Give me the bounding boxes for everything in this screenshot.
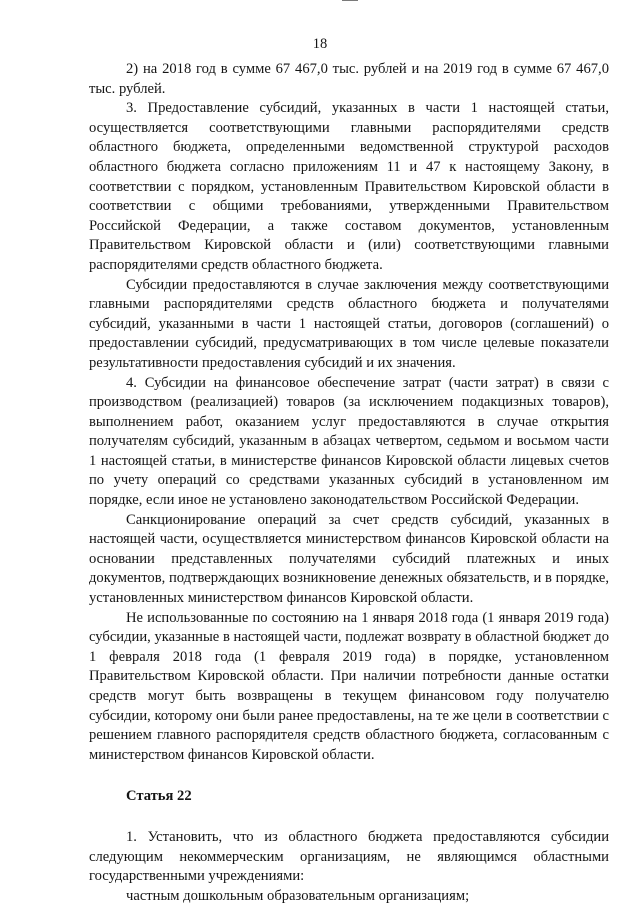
- paragraph-article-22-part-1: 1. Установить, что из областного бюджета предоставляются субсидии следующим некоммерческим организациям, не являющимся областными государственными учреждениями:: [89, 828, 609, 885]
- paragraph-amount-2018-2019: 2) на 2018 год в сумме 67 467,0 тыс. рублей и на 2019 год в сумме 67 467,0 тыс. рублей.: [89, 61, 609, 97]
- paragraph-private-preschool: частным дошкольным образовательным организациям;: [126, 887, 470, 904]
- paragraph-part-3: 3. Предоставление субсидий, указанных в части 1 настоящей статьи, осуществляется соответствующими главными распорядителями средств областного бюджета, определенными ведомственной структурой расходов областного бюджета согласно приложениям 11 и 47 к настоящему Закону, в соответствии с порядком, установленным Правительством Кировской области в соответствии с общими требованиями, утвержденными Правительством Российской Федерации, а также составом документов, установленным Правительством Кировской области и (или) соответствующими главными распорядителями средств областного бюджета.: [89, 100, 609, 273]
- paragraph-sanctioning: Санкционирование операций за счет средств субсидий, указанных в настоящей части, осуществляется министерством финансов Кировской области на основании представленных получателями субсидий платежных и иных документов, подтверждающих возникновение денежных обязательств, и в порядке, установленных министерством финансов Кировской области.: [89, 511, 609, 607]
- document-body: [89, 60, 609, 906]
- page-number: 18: [312, 36, 328, 52]
- article-heading: Статья 22: [126, 788, 192, 805]
- top-edge-mark: [342, 0, 358, 1]
- paragraph-unused-subsidies: Не использованные по состоянию на 1 января 2018 года (1 января 2019 года) субсидии, указанные в настоящей части, подлежат возврату в областной бюджет до 1 февраля 2018 года (1 февраля 2019 года) в порядке, установленном Правительством Кировской области. При наличии потребности данные остатки средств могут быть возвращены в текущем финансовом году получателю субсидии, которому они были ранее предоставлены, на те же цели в соответствии с решением главного распорядителя средств областного бюджета, согласованным с министерством финансов Кировской области.: [89, 609, 609, 763]
- paragraph-part-4: 4. Субсидии на финансовое обеспечение затрат (части затрат) в связи с производством (реализацией) товаров (за исключением подакцизных товаров), выполнением работ, оказанием услуг предоставляются в случае открытия получателям субсидий, указанным в абзацах четвертом, седьмом и восьмом части 1 настоящей статьи, в министерстве финансов Кировской области лицевых счетов по учету операций со средствами указанных субсидий в установленном им порядке, если иное не установлено законодательством Российской Федерации.: [89, 374, 609, 509]
- paragraph-subsidy-agreements: Субсидии предоставляются в случае заключения между соответствующими главными распорядителями средств областного бюджета и получателями субсидий, указанными в части 1 настоящей статьи, договоров (соглашений) о предоставлении субсидий, предусматривающих в том числе целевые показатели результативности предоставления субсидий и их значения.: [89, 276, 609, 371]
